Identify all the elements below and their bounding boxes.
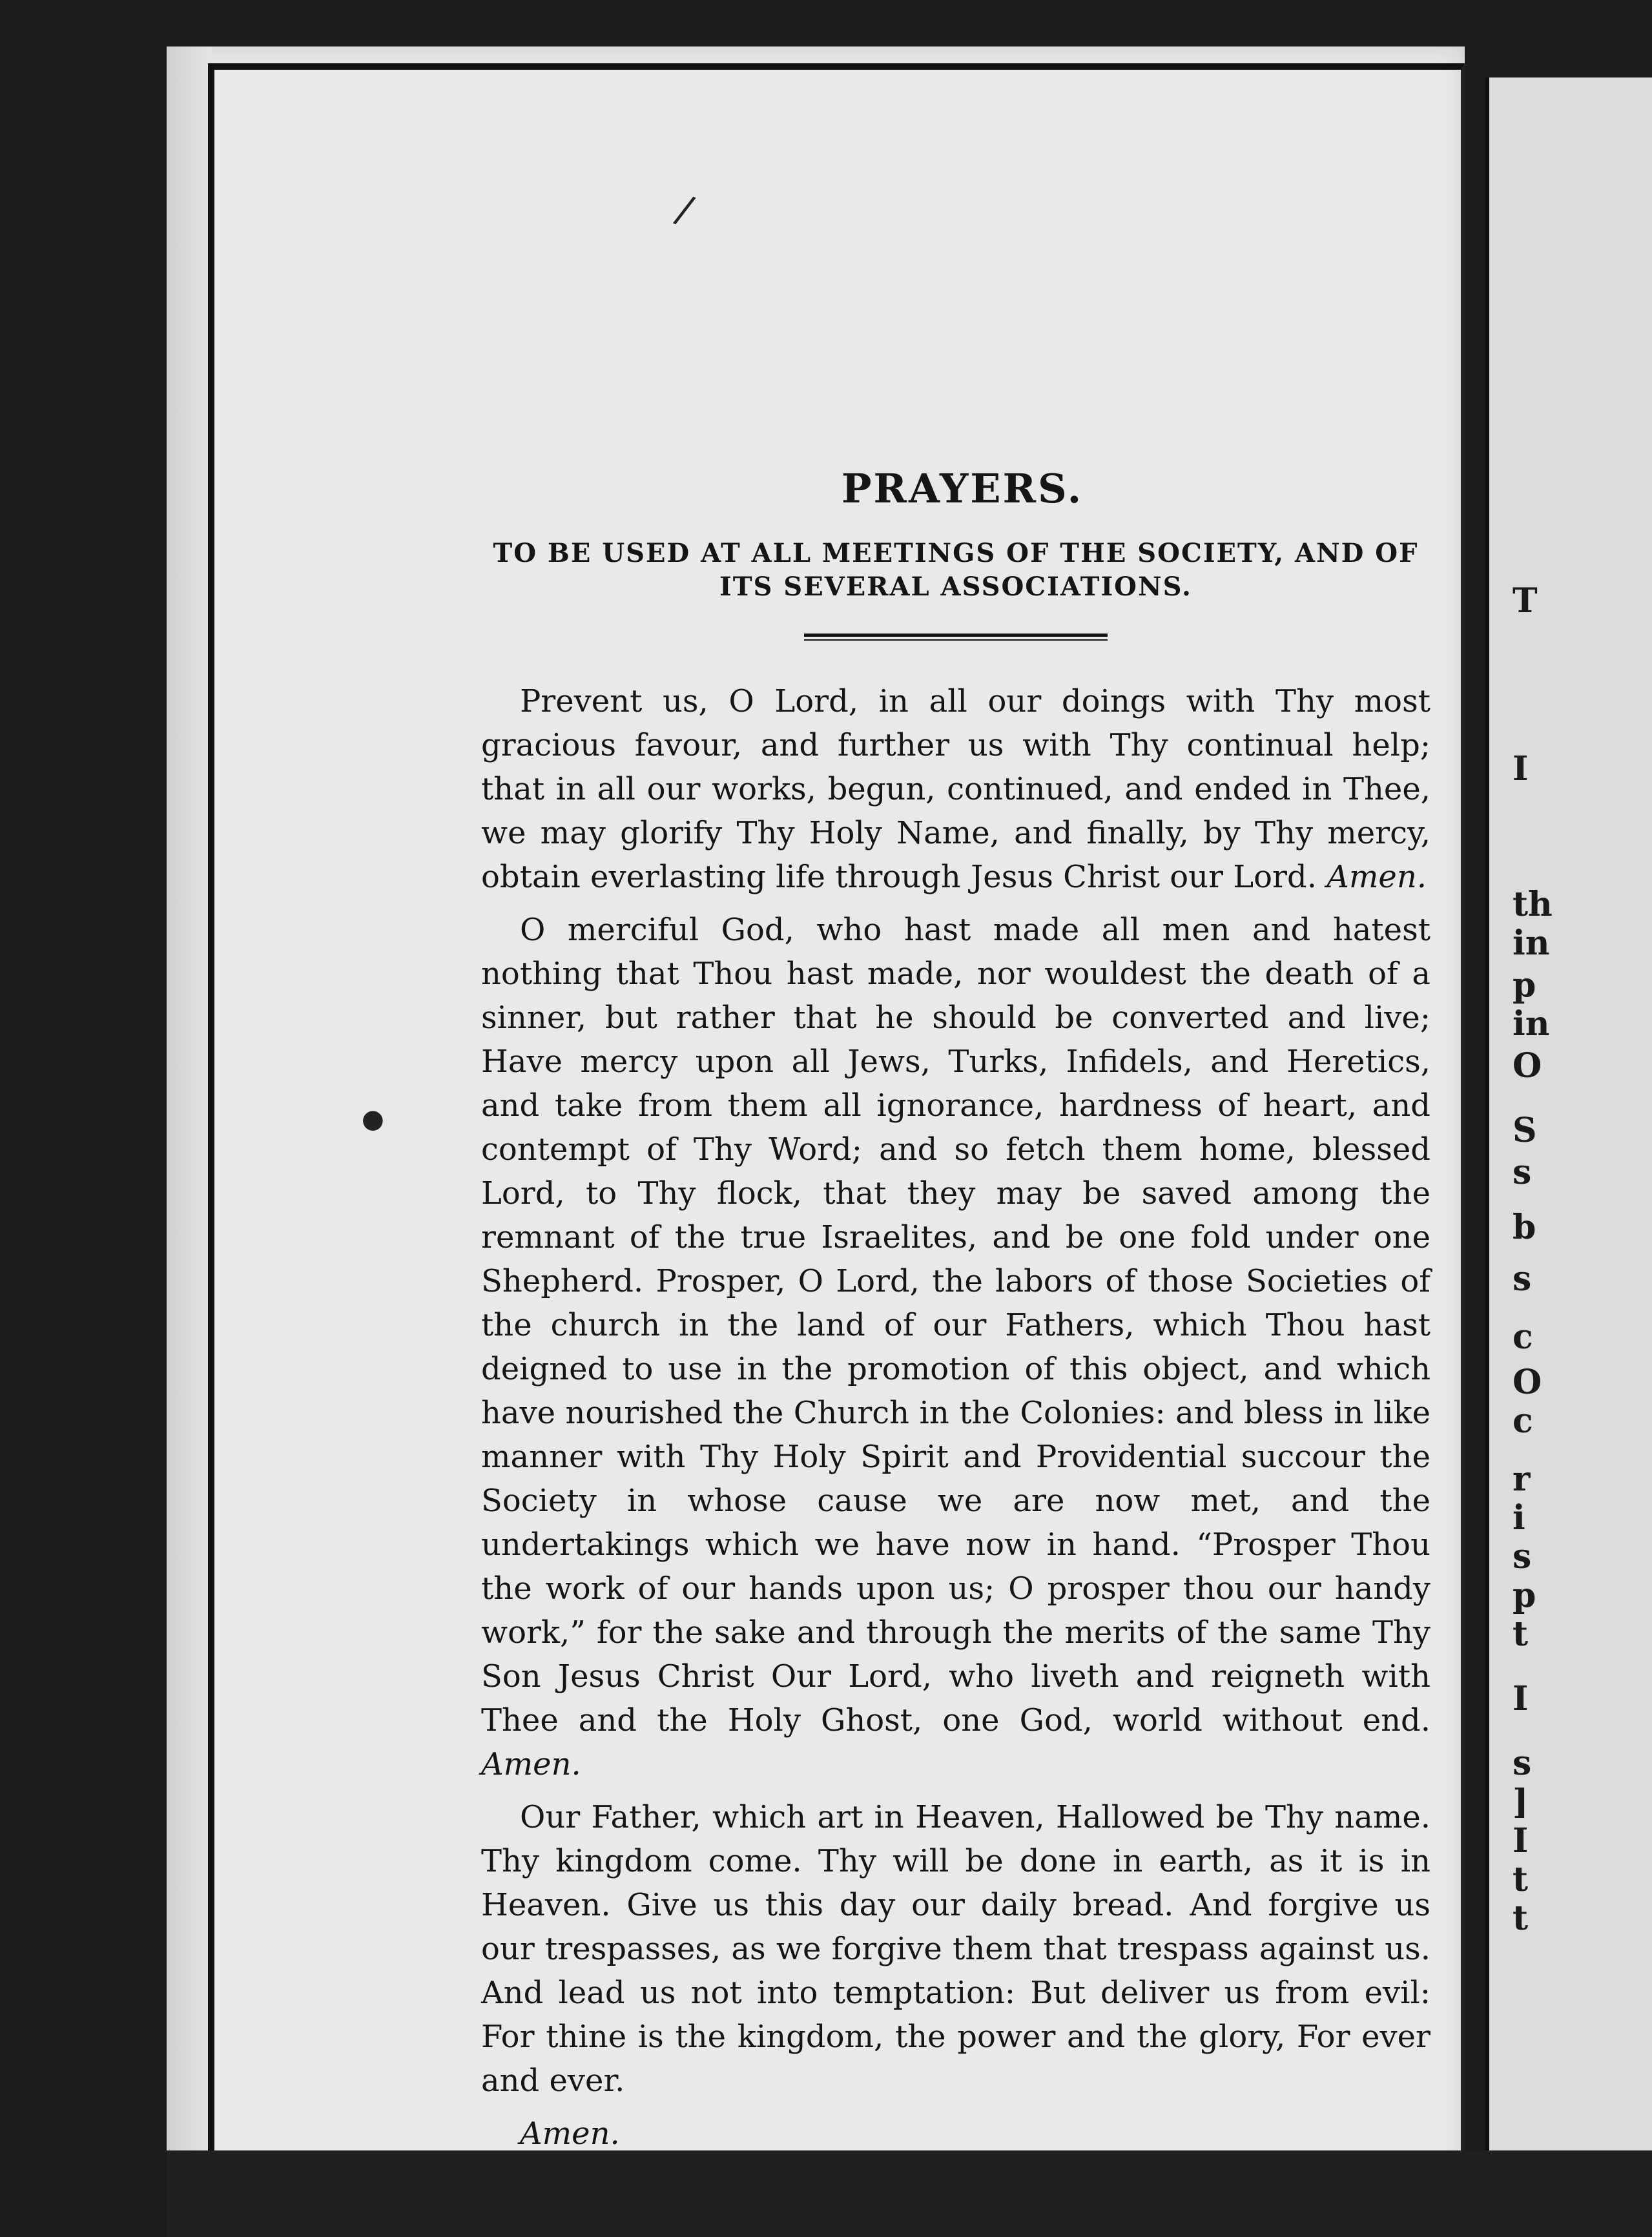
facing-page-fragment: s [1513, 1744, 1532, 1783]
facing-page-fragment: s [1513, 1259, 1532, 1299]
facing-page-fragment: th [1513, 885, 1553, 924]
prayer-2-text: O merciful God, who hast made all men and hatest nothing that Thou hast made, nor wouldest the death of a sinner, but rather that he should be converted and live; Have mercy upon all Jews, Turks, Infidels, and Heretics, and take from them all ignorance, hardness of heart, and contempt of Thy Word; and so fetch them home, blessed Lord, to Thy flock, that they may be saved among the remnant of the true Israelites, and be one fold under one Shepherd. Prosper, O Lord, the labors of those Societies of the church in the land of our Fathers, which Thou hast deigned to use in the promotion of this object, and which have nourished the Church in the Colonies: and bless in like manner with Thy Holy Spirit and Providential succour the Society in whose cause we are now met, and the undertakings which we have now in hand. “Prosper Thou the work of our hands upon us; O prosper thou our handy work,” for the sake and through the merits of the same Thy Son Jesus Christ Our Lord, who liveth and reigneth with Thee and the Holy Ghost, one God, world without end. [481, 912, 1430, 1738]
facing-page-fragment: t [1513, 1614, 1529, 1654]
facing-page-fragment: T [1513, 581, 1538, 621]
facing-page-fragment: in [1513, 923, 1550, 963]
prayer-1-amen: Amen. [1327, 859, 1427, 895]
facing-page-fragment: s [1513, 1153, 1532, 1192]
prayer-3-text: Our Father, which art in Heaven, Hallowed be Thy name. Thy kingdom come. Thy will be done in earth, as it is in Heaven. Give us this day our daily bread. And forgive us our trespasses, as we forgive them that trespass against us. And lead us not into temptation: But deliver us from evil: For thine is the kingdom, the power and the glory, For ever and ever. [481, 1799, 1430, 2099]
facing-page-fragment: i [1513, 1498, 1525, 1538]
facing-page-fragment: r [1513, 1459, 1531, 1499]
facing-page-fragment: I [1513, 749, 1529, 789]
prayer-1-text: Prevent us, O Lord, in all our doings with Thy most gracious favour, and further us with Thy continual help; that in all our works, begun, continued, and ended in Thee, we may glorify Thy Holy Name, and finally, by Thy mercy, obtain everlasting life through Jesus Christ our Lord. [481, 683, 1430, 895]
scan-bottom-shadow [167, 2150, 1652, 2237]
facing-page-fragment: b [1513, 1208, 1536, 1247]
facing-page-fragment: p [1513, 1576, 1536, 1615]
facing-page-fragment: ] [1513, 1782, 1529, 1822]
facing-page-edge [1485, 77, 1652, 2237]
title-divider [804, 634, 1108, 641]
facing-page-fragment: I [1513, 1821, 1529, 1861]
prayer-paragraph-2 [481, 908, 1430, 1786]
facing-page-fragment: O [1513, 1046, 1542, 1086]
facing-page-fragment: p [1513, 965, 1536, 1005]
facing-page-fragment: I [1513, 1679, 1529, 1718]
facing-page-fragment: c [1513, 1317, 1533, 1357]
prayer-3-amen: Amen. [520, 2116, 620, 2152]
facing-page-fragment: t [1513, 1899, 1529, 1938]
facing-page-fragment: in [1513, 1004, 1550, 1044]
stray-mark: ● [362, 1104, 384, 1134]
facing-page-fragment: O [1513, 1363, 1542, 1402]
page-subtitle-line-1: TO BE USED AT ALL MEETINGS OF THE SOCIETY, AND OF [493, 538, 1419, 568]
page-title: PRAYERS. [841, 465, 1084, 512]
facing-page-fragment: s [1513, 1537, 1532, 1576]
facing-page-fragment: c [1513, 1401, 1533, 1441]
prayer-paragraph-1 [481, 679, 1430, 899]
page-body [481, 465, 1430, 2156]
page-gutter-shading [167, 46, 212, 2197]
prayer-2-amen: Amen. [481, 1746, 581, 1782]
prayer-paragraph-3 [481, 1795, 1430, 2103]
prayer-3-amen-line [481, 2112, 1430, 2156]
facing-page-fragment: S [1513, 1111, 1537, 1150]
facing-page-fragment: t [1513, 1860, 1529, 1899]
stray-mark: / [670, 186, 699, 234]
facing-page-text-fragments [1513, 77, 1652, 2237]
page-subtitle-line-2: ITS SEVERAL ASSOCIATIONS. [719, 572, 1192, 602]
